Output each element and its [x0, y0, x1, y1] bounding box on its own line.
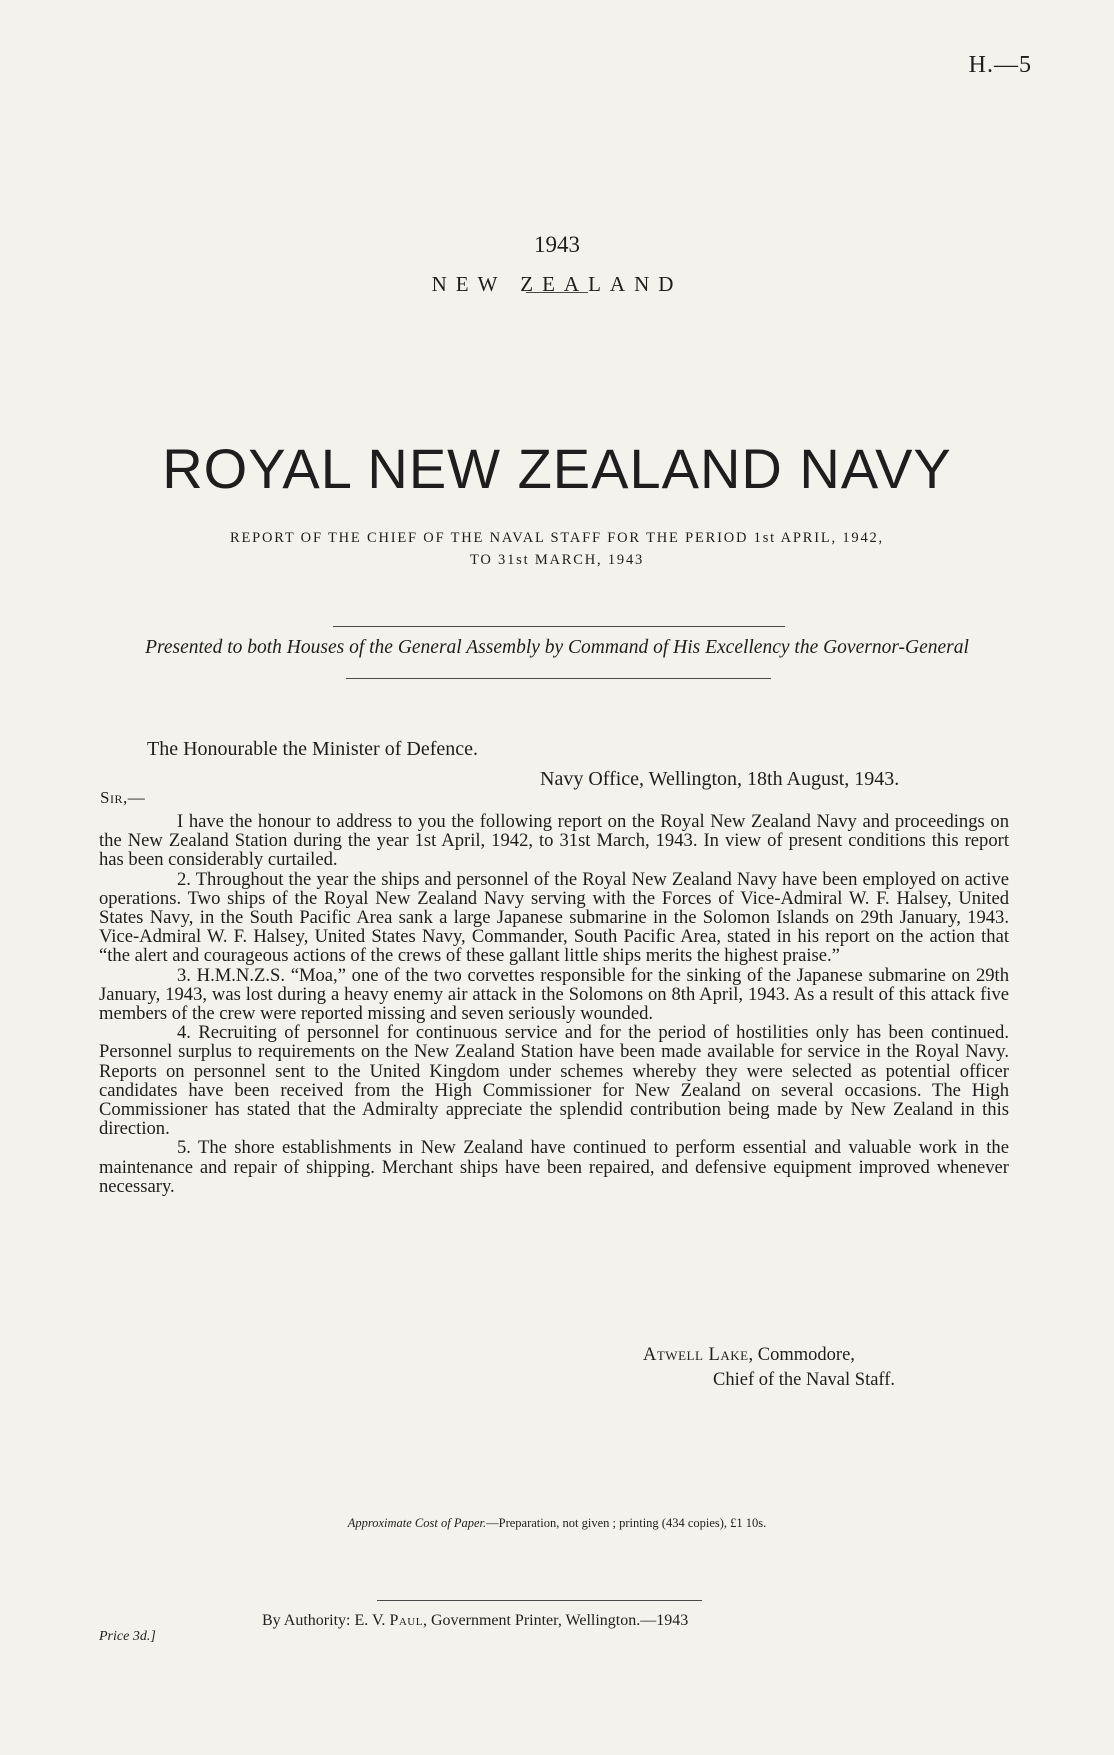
- subtitle-line-2: TO 31st MARCH, 1943: [469, 552, 645, 568]
- divider: [526, 292, 588, 293]
- printer-authority: [262, 1612, 688, 1630]
- divider: [377, 1600, 702, 1601]
- page-title: ROYAL NEW ZEALAND NAVY: [162, 437, 952, 500]
- salutation: Sir,—: [100, 788, 146, 807]
- paragraph-3: 3. H.M.N.Z.S. “Moa,” one of the two corvettes responsible for the sinking of the Japanese submarine on 29th January, 1943, was lost during a heavy enemy air attack in the Solomons on 8th April, 1943. As a result of this attack five members of the crew were reported missing and seven seriously wounded.: [99, 964, 1009, 1025]
- presentation-note: Presented to both Houses of the General Assembly by Command of His Excellency the Governor-General: [145, 637, 969, 658]
- paragraph-5: 5. The shore establishments in New Zealand have continued to perform essential and valuable work in the maintenance and repair of shipping. Merchant ships have been repaired, and defensive equipment improved whenever necessary.: [99, 1137, 1009, 1197]
- publication-year: 1943: [534, 232, 580, 257]
- divider: [333, 626, 785, 627]
- paragraph-2: 2. Throughout the year the ships and personnel of the Royal New Zealand Navy have been employed on active operations. Two ships of the Royal New Zealand Navy serving with the Forces of Vice-Admiral W. F. Halsey, United States Navy, in the South Pacific Area sank a large Japanese submarine in the Solomon Islands on 29th January, 1943. Vice-Admiral W. F. Halsey, United States Navy, Commander, South Pacific Area, stated in his report on the action that “the alert and courageous actions of the crews of these gallant little ships merits the highest praise.”: [99, 868, 1009, 967]
- signature-name: Atwell Lake: [643, 1345, 749, 1365]
- signature-rank: , Commodore,: [748, 1345, 855, 1365]
- divider: [346, 678, 771, 679]
- letter-body: [99, 812, 1009, 1196]
- price-note: Price 3d.]: [99, 1629, 156, 1644]
- cost-note: [0, 1516, 1114, 1531]
- letter-origin: Navy Office, Wellington, 18th August, 1943.: [540, 768, 900, 790]
- country-heading: NEW ZEALAND: [431, 272, 683, 296]
- signature-line: [643, 1345, 855, 1366]
- paragraph-4: 4. Recruiting of personnel for continuous service and for the period of hostilities only has been continued. Personnel surplus to requirements on the New Zealand Station have been made available for service in the Royal Navy. Reports on personnel sent to the United Kingdom under schemes whereby they were selected as potential officer candidates have been received from the High Commissioner for New Zealand on several occasions. The High Commissioner has stated that the Admiralty appreciate the splendid contribution being made by New Zealand in this direction.: [99, 1022, 1009, 1140]
- paragraph-1: I have the honour to address to you the following report on the Royal New Zealand Navy and proceedings on the New Zealand Station during the year 1st April, 1942, to 31st March, 1943. In view of present conditions this report has been considerably curtailed.: [99, 811, 1009, 871]
- printer-name: Paul: [389, 1612, 423, 1629]
- signature-title: Chief of the Naval Staff.: [713, 1370, 896, 1390]
- addressee: The Honourable the Minister of Defence.: [147, 738, 478, 760]
- subtitle-line-1: REPORT OF THE CHIEF OF THE NAVAL STAFF FOR THE PERIOD 1st APRIL, 1942,: [230, 530, 884, 546]
- page-reference: H.—5: [968, 52, 1032, 78]
- cost-note-text: —Preparation, not given ; printing (434 copies), £1 10s.: [486, 1516, 767, 1530]
- authority-suffix: , Government Printer, Wellington.—1943: [422, 1612, 689, 1629]
- cost-note-lead: Approximate Cost of Paper.: [347, 1516, 487, 1530]
- authority-prefix: By Authority: E. V.: [262, 1612, 390, 1629]
